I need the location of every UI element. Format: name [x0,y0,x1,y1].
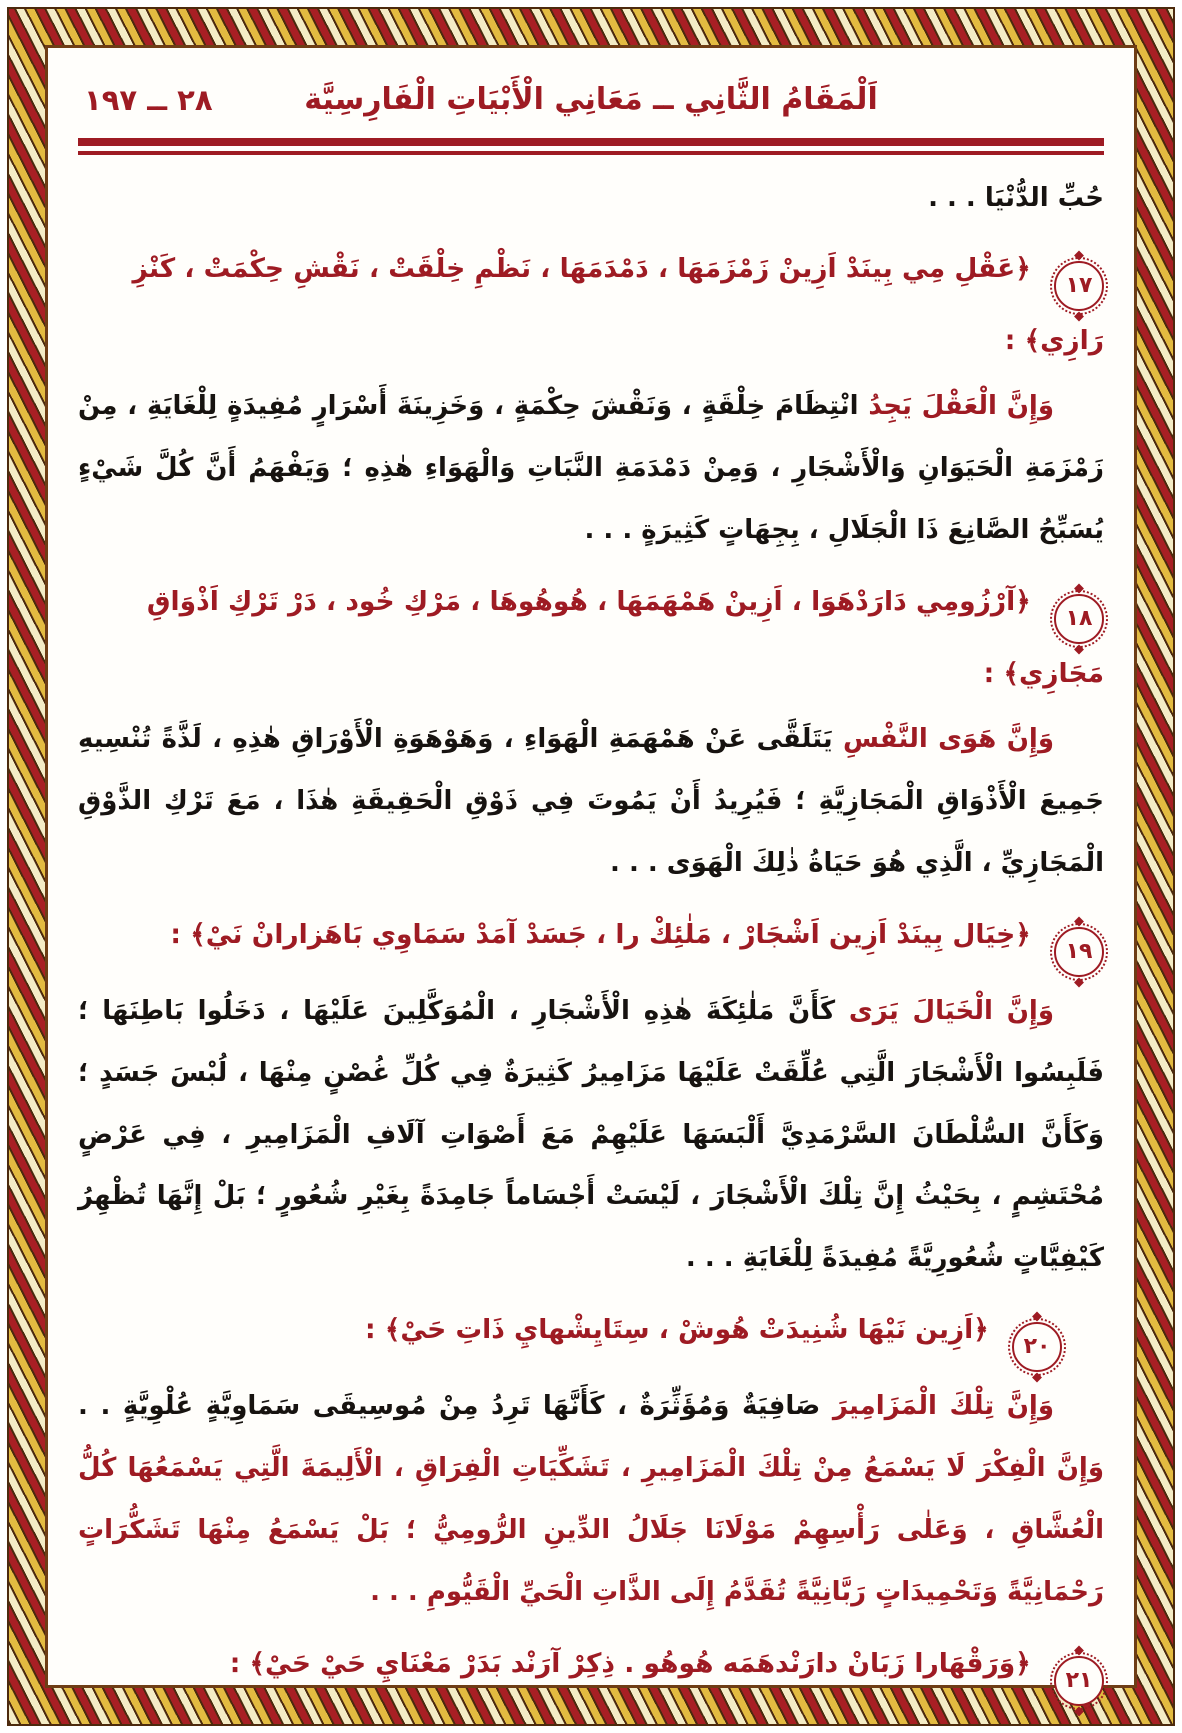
verse-number-21: ٢١ [1065,1667,1093,1693]
page-title: اَلْمَقَامُ الثَّانِي ــ مَعَانِي الْأَبْيَاتِ الْفَارِسِيَّة [304,82,878,117]
commentary-18 [78,709,1104,895]
commentary-19 [78,981,1104,1290]
document-body [78,155,1104,1706]
content-panel [45,45,1137,1693]
verse-text-19: ﴿خِيَال بِينَدْ اَزِين اَشْجَارْ ، مَلٰئِكْ را ، جَسَدْ آمَدْ سَمَاوِي بَاهَزارانْ نَيْ﴾ : [170,918,1031,950]
commentary-17 [78,376,1104,562]
verse-number-19: ١٩ [1065,938,1093,964]
commentary-18-red-segment: وَإِنَّ هَوَى النَّفْسِ [832,723,1054,754]
verse-row-19 [78,905,1104,977]
verse-number-medallion-19 [1054,927,1104,977]
verse-row-20 [78,1300,1104,1372]
verse-number-18: ١٨ [1065,605,1093,631]
verse-number-17: ١٧ [1065,272,1093,298]
commentary-19-red-segment: وَإِنَّ الْخَيَالَ يَرَى [835,995,1054,1026]
verse-number-medallion-20 [1012,1322,1062,1372]
verse-row-17 [78,239,1104,372]
verse-text-17: ﴿عَقْلِ مِي بِينَدْ اَزِينْ زَمْزَمَهَا ، دَمْدَمَهَا ، نَظْمِ خِلْقَتْ ، نَقْشِ حِكْمَتْ ، كَنْزِ رَازِي﴾ : [132,252,1104,357]
commentary-19-black-segment: كَأَنَّ مَلٰئِكَةَ هٰذِهِ الْأَشْجَارِ ، الْمُوَكَّلِينَ عَلَيْهَا ، دَخَلُوا بَاطِنَهَا ؛ فَلَبِسُوا الْأَشْجَارَ الَّتِي عُلِّقَتْ عَلَيْهَا مَزَامِيرُ كَثِيرَةٌ فِي كُلِّ غُصْنٍ مِنْهَا ، لُبْسَ جَسَدٍ ؛ وَكَأَنَّ السُّلْطَانَ السَّرْمَدِيَّ أَلْبَسَهَا عَلَيْهِمْ مَعَ أَصْوَاتِ آلَافِ الْمَزَامِيرِ ، فِي عَرْضٍ مُحْتَشِمٍ ، بِحَيْثُ إِنَّ تِلْكَ الْأَشْجَارَ ، لَيْسَتْ أَجْسَاماً جَامِدَةً بِغَيْرِ شُعُورٍ ؛ بَلْ إِنَّهَا تُظْهِرُ كَيْفِيَّاتٍ شُعُورِيَّةً مُفِيدَةً لِلْغَايَةِ . . . [78,995,1104,1274]
commentary-17-red-segment: وَإِنَّ الْعَقْلَ يَجِدُ [858,391,1055,422]
verse-row-21 [78,1634,1104,1706]
verse-text-20: ﴿اَزِين نَيْهَا شُنِيدَتْ هُوشْ ، سِتَايِشْهايِ ذَاتِ حَيْ﴾ : [365,1314,989,1346]
commentary-20-black-segment: صَافِيَةٌ وَمُؤَثِّرَةٌ ، كَأَنَّهَا تَرِدُ مِنْ مُوسِيقَى سَمَاوِيَّةٍ عُلْوِيَّةٍ . . [78,1391,821,1422]
verse-number-20: ٢٠ [1023,1334,1051,1360]
intro-line: حُبِّ الدُّنْيَا . . . [928,183,1104,213]
commentary-20-red-segment-1: وَإِنَّ تِلْكَ الْمَزَامِيرَ [820,1391,1054,1422]
commentary-20 [78,1376,1104,1624]
verse-number-medallion-18 [1054,594,1104,644]
page-number: ٢٨ ــ ١٩٧ [84,83,213,117]
page-header [78,72,1104,128]
verse-row-18 [78,572,1104,705]
commentary-17-black-segment: انْتِظَامَ خِلْقَةٍ ، وَنَقْشَ حِكْمَةٍ ، وَخَزِينَةَ أَسْرَارٍ مُفِيدَةٍ لِلْغَايَةِ ، مِنْ زَمْزَمَةِ الْحَيَوَانِ وَالْأَشْجَارِ ، وَمِنْ دَمْدَمَةِ النَّبَاتِ وَالْهَوَاءِ هٰذِهِ ؛ وَيَفْهَمُ أَنَّ كُلَّ شَيْءٍ يُسَبِّحُ الصَّانِعَ ذَا الْجَلَالِ ، بِجِهَاتٍ كَثِيرَةٍ . . . [78,391,1104,545]
verse-number-medallion-21 [1054,1656,1104,1706]
commentary-20-red-segment-2: وَإِنَّ الْفِكْرَ لَا يَسْمَعُ مِنْ تِلْكَ الْمَزَامِيرِ ، تَشَكِّيَاتِ الْفِرَاقِ ، الْأَلِيمَةَ الَّتِي يَسْمَعُهَا كُلُّ الْعُشَّاقِ ، وَعَلٰى رَأْسِهِمْ مَوْلَانَا جَلَالُ الدِّينِ الرُّومِيُّ ؛ بَلْ يَسْمَعُ مِنْهَا تَشَكُّرَاتٍ رَحْمَانِيَّةً وَتَحْمِيدَاتٍ رَبَّانِيَّةً تُقَدَّمُ إِلَى الذَّاتِ الْحَيِّ الْقَيُّومِ . . . [78,1453,1104,1608]
verse-text-18: ﴿آرْزُومِي دَارَدْهَوَا ، اَزِينْ هَمْهَمَهَا ، هُوهُوهَا ، مَرْكِ خُود ، دَرْ تَرْكِ اَذْوَاقِ مَجَازِي﴾ : [146,585,1104,689]
verse-number-medallion-17 [1054,261,1104,311]
double-rule-divider [78,138,1104,155]
commentary-18-black-segment: يَتَلَقَّى عَنْ هَمْهَمَةِ الْهَوَاءِ ، وَهَوْهَوَةِ الْأَوْرَاقِ هٰذِهِ ، لَذَّةً تُنْسِيهِ جَمِيعَ الْأَذْوَاقِ الْمَجَازِيَّةِ ؛ فَيُرِيدُ أَنْ يَمُوتَ فِي ذَوْقِ الْحَقِيقَةِ هٰذَا ، مَعَ تَرْكِ الذَّوْقِ الْمَجَازِيِّ ، الَّذِي هُوَ حَيَاةُ ذٰلِكَ الْهَوَى . . . [78,723,1104,878]
verse-text-21: ﴿وَرَقْهَارا زَبَانْ دارَنْدهَمَه هُوهُو . ذِكِرْ آرَنْد بَدَرْ مَعْنَايِ حَيْ حَيْ﴾ : [229,1647,1031,1679]
